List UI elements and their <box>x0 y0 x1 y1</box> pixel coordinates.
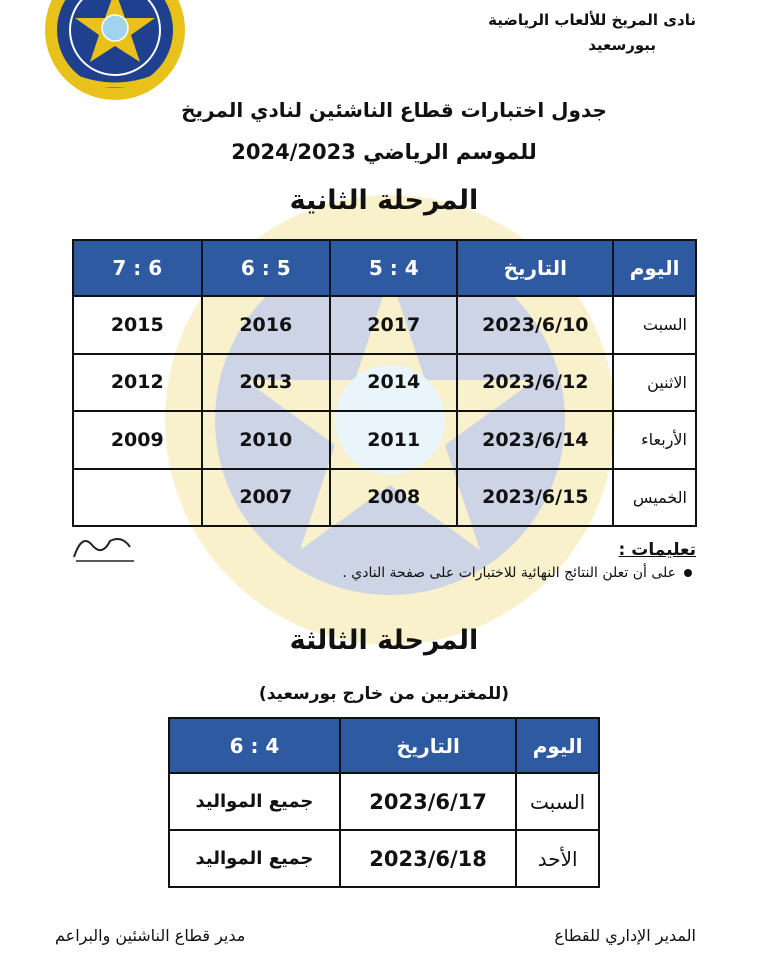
cell-year: 2007 <box>202 469 330 527</box>
header-date: التاريخ <box>457 240 613 296</box>
table-row <box>73 296 696 354</box>
cell-date: 2023/6/14 <box>457 411 613 469</box>
cell-date: 2023/6/12 <box>457 354 613 412</box>
table-row <box>73 469 696 527</box>
cell-date: 2023/6/18 <box>340 830 516 887</box>
club-header <box>488 8 696 58</box>
cell-day: السبت <box>516 773 599 830</box>
cell-day: الأربعاء <box>613 411 696 469</box>
cell-date: 2023/6/10 <box>457 296 613 354</box>
header-date: التاريخ <box>340 718 516 773</box>
stage3-title: المرحلة الثالثة <box>289 625 479 656</box>
season-title: للموسم الرياضي 2024/2023 <box>231 140 537 164</box>
cell-year <box>73 469 202 527</box>
bullet-icon <box>684 569 692 577</box>
cell-year: 2013 <box>202 354 330 412</box>
cell-day: الاثنين <box>613 354 696 412</box>
instructions-list <box>342 562 696 584</box>
cell-year: 2012 <box>73 354 202 412</box>
cell-day: الأحد <box>516 830 599 887</box>
instructions <box>342 540 696 584</box>
header-slot-2: 5 : 6 <box>202 240 330 296</box>
cell-year: 2009 <box>73 411 202 469</box>
table-row <box>169 830 599 887</box>
cell-date: 2023/6/17 <box>340 773 516 830</box>
header-slot-1: 4 : 5 <box>330 240 457 296</box>
footer-sector-director: مدير قطاع الناشئين والبراعم <box>55 926 246 945</box>
designer-mark <box>70 527 140 565</box>
cell-year: 2017 <box>330 296 457 354</box>
cell-year: 2015 <box>73 296 202 354</box>
club-city: ببورسعيد <box>588 36 656 54</box>
table-row <box>73 411 696 469</box>
cell-day: الخميس <box>613 469 696 527</box>
cell-year: 2011 <box>330 411 457 469</box>
cell-year: 2008 <box>330 469 457 527</box>
stage3-subtitle: (للمغتربين من خارج بورسعيد) <box>258 684 510 704</box>
header-day: اليوم <box>613 240 696 296</box>
cell-ages: جميع المواليد <box>169 830 340 887</box>
header-slot-3: 6 : 7 <box>73 240 202 296</box>
cell-year: 2014 <box>330 354 457 412</box>
stage3-table <box>168 717 600 888</box>
club-logo <box>40 0 190 100</box>
cell-day: السبت <box>613 296 696 354</box>
table-header-row <box>73 240 696 296</box>
instruction-text: على أن تعلن النتائج النهائية للاختبارات على صفحة النادي . <box>342 565 676 581</box>
table-header-row <box>169 718 599 773</box>
stage2-title: المرحلة الثانية <box>289 185 479 216</box>
cell-year: 2016 <box>202 296 330 354</box>
club-name: نادى المريخ للألعاب الرياضية <box>488 11 696 29</box>
footer-admin-director: المدير الإداري للقطاع <box>554 926 696 945</box>
table-row <box>73 354 696 412</box>
cell-year: 2010 <box>202 411 330 469</box>
table-row <box>169 773 599 830</box>
header-day: اليوم <box>516 718 599 773</box>
header-slot: 4 : 6 <box>169 718 340 773</box>
list-item <box>342 562 696 584</box>
schedule-title: جدول اختبارات قطاع الناشئين لنادي المريخ <box>181 98 607 122</box>
cell-date: 2023/6/15 <box>457 469 613 527</box>
cell-ages: جميع المواليد <box>169 773 340 830</box>
stage2-table <box>72 239 697 527</box>
instructions-heading: تعليمات : <box>618 540 696 560</box>
